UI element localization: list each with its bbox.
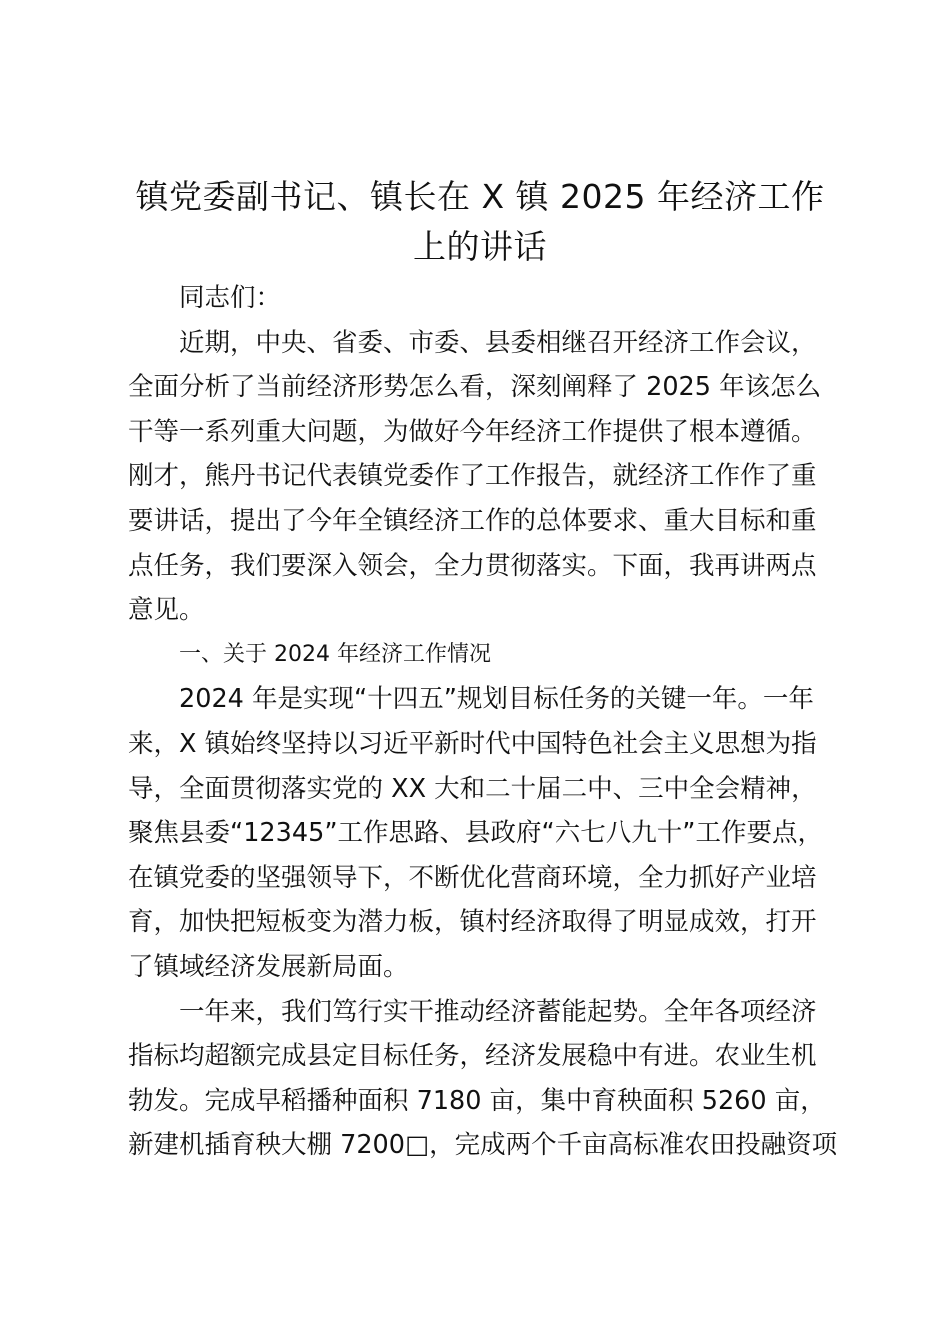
- paragraph-line: 刚才，熊丹书记代表镇党委作了工作报告，就经济工作作了重: [128, 461, 817, 492]
- paragraph-line: 新建机插育秧大棚 7200□，完成两个千亩高标准农田投融资项: [128, 1130, 838, 1161]
- salutation: 同志们：: [179, 283, 282, 313]
- paragraph-line: 近期，中央、省委、市委、县委相继召开经济工作会议，: [179, 327, 817, 358]
- paragraph-line: 全面分析了当前经济形势怎么看，深刻阐释了 2025 年该怎么: [128, 372, 822, 403]
- paragraph-line: 指标均超额完成县定目标任务，经济发展稳中有进。农业生机: [128, 1041, 817, 1072]
- paragraph-line: 勃发。完成早稻播种面积 7180 亩，集中育秧面积 5260 亩，: [128, 1085, 826, 1116]
- paragraph-line: 干等一系列重大问题，为做好今年经济工作提供了根本遵循。: [128, 416, 817, 447]
- paragraph-line: 点任务，我们要深入领会，全力贯彻落实。下面，我再讲两点: [128, 550, 817, 581]
- section-heading: 一、关于 2024 年经济工作情况: [179, 641, 491, 667]
- document-body: [128, 276, 838, 1168]
- paragraph-line: 意见。: [128, 595, 205, 626]
- paragraph-line: 来，X 镇始终坚持以习近平新时代中国特色社会主义思想为指: [128, 728, 817, 759]
- paragraph-line: 在镇党委的坚强领导下，不断优化营商环境，全力抓好产业培: [128, 862, 817, 893]
- title-line: 镇党委副书记、镇长在 X 镇 2025 年经济工作: [135, 177, 825, 216]
- paragraph-line: 了镇域经济发展新局面。: [128, 951, 409, 982]
- title-line: 上的讲话: [413, 227, 547, 266]
- paragraph-line: 一年来，我们笃行实干推动经济蓄能起势。全年各项经济: [179, 996, 817, 1027]
- paragraph-line: 育，加快把短板变为潜力板，镇村经济取得了明显成效，打开: [128, 907, 817, 938]
- paragraph-line: 要讲话，提出了今年全镇经济工作的总体要求、重大目标和重: [128, 505, 817, 536]
- paragraph-line: 导，全面贯彻落实党的 XX 大和二十届二中、三中全会精神，: [128, 773, 817, 804]
- paragraph-line: 2024 年是实现“十四五”规划目标任务的关键一年。一年: [179, 684, 814, 715]
- paragraph-line: 聚焦县委“12345”工作思路、县政府“六七八九十”工作要点，: [128, 818, 823, 849]
- document-title: [120, 172, 840, 272]
